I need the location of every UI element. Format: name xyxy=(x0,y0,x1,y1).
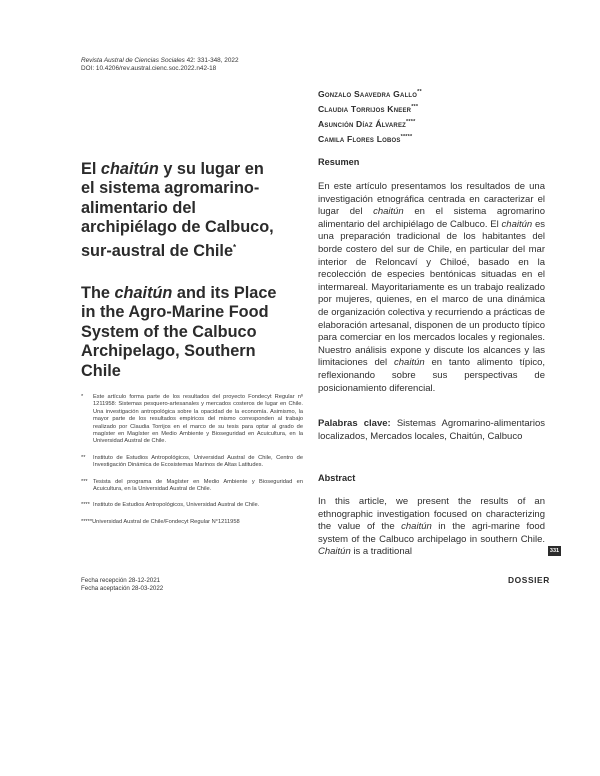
author: Gonzalo Saavedra Gallo** xyxy=(318,89,422,99)
journal-name: Revista Austral de Ciencias Sociales xyxy=(81,57,185,64)
author-list xyxy=(318,86,498,146)
author: Claudia Torrijos Kneer*** xyxy=(318,104,419,114)
page-number: 331 xyxy=(549,548,560,554)
journal-header xyxy=(81,57,239,73)
keywords: Palabras clave: Sistemas Agromarino-alimentarios localizados, Mercados locales, Chaitún, Calbuco xyxy=(318,418,545,442)
footnote: * Este artículo forma parte de los resultados del proyecto Fondecyt Regular nº 1211958: Sistemas pesquero-artesanales y mercados costeros de lugar en Chile. Una investigación antropológica sobre la opacidad de la economía. Asimismo, la mayor parte de los resultados empíricos del mismo corresponden al trabajo realizado por Claudia Torrijos en el marco de su tesis para optar al grado de magíster en Magíster en Medio Ambiente y Bioseguridad en Acuicultura, en la Universidad Austral de Chile. xyxy=(81,394,303,445)
author: Asunción Díaz Álvarez**** xyxy=(318,119,416,129)
keywords-label: Palabras clave: xyxy=(318,418,391,429)
journal-issue: 42: 331-348, 2022 xyxy=(186,57,239,64)
footnote: ***** Universidad Austral de Chile/Fondecyt Regular N°1211958 xyxy=(81,518,240,525)
author: Camila Flores Lobos***** xyxy=(318,134,413,144)
journal-doi: DOI: 10.4206/rev.austral.cienc.soc.2022.n42-18 xyxy=(81,65,217,73)
resumen-heading: Resumen xyxy=(318,157,360,167)
abstract-body: In this article, we present the results of an ethnographic investigation focused on characterizing the value of the chaitún in the agri-marine food system of the Calbuco archipelago in southern Chile. Chaitún is a traditional xyxy=(318,496,545,558)
abstract-heading: Abstract xyxy=(318,473,356,483)
date-received: Fecha recepción 28-12-2021 xyxy=(81,577,161,584)
resumen-body: En este artículo presentamos los resultados de una investigación etnográfica centrada en caracterizar el lugar del chaitún en el sistema agromarino alimentario del archipiélago de Calbuco. El chaitún es una preparación tradicional de los habitantes del borde costero del sur de Chile, en particular del mar interior de Reloncaví y Chiloé, basado en la recolección de especies bentónicas situadas en el intermareal. Mayoritariamente es un trabajo realizado por mujeres, quienes, en el marco de una dinámica de organización colectiva y recurriendo a prácticas de elaboración artesanal, disponen de un producto típico para comerciar en los mercados locales y regionales. Nuestro análisis expone y discute los alcances y las limitaciones del chaitún en tanto alimento típico, reflexionando sobre sus perspectivas de posicionamiento diferencial. xyxy=(318,181,545,394)
title-spanish: El chaitún y su lugar en el sistema agromarino- alimentario del archipiélago de Calbuco, sur-austral de Chile* xyxy=(81,160,274,260)
footnote: ** Instituto de Estudios Antropológicos, Universidad Austral de Chile, Centro de Investigación Dinámica de Ecosistemas Marinos de Altas Latitudes. xyxy=(81,454,303,469)
date-accepted: Fecha aceptación 28-03-2022 xyxy=(81,585,164,593)
title-english: The chaitún and its Place in the Agro-Marine Food System of the Calbuco Archipelago, Southern Chile xyxy=(81,284,277,380)
dates xyxy=(81,577,163,593)
footnote: **** Instituto de Estudios Antropológicos, Universidad Austral de Chile. xyxy=(81,502,260,509)
footnotes xyxy=(81,394,303,535)
footnote: *** Tesista del programa de Magíster en Medio Ambiente y Bioseguridad en Acuicultura, en la Universidad Austral de Chile. xyxy=(81,478,303,493)
section-label: DOSSIER xyxy=(508,575,550,585)
